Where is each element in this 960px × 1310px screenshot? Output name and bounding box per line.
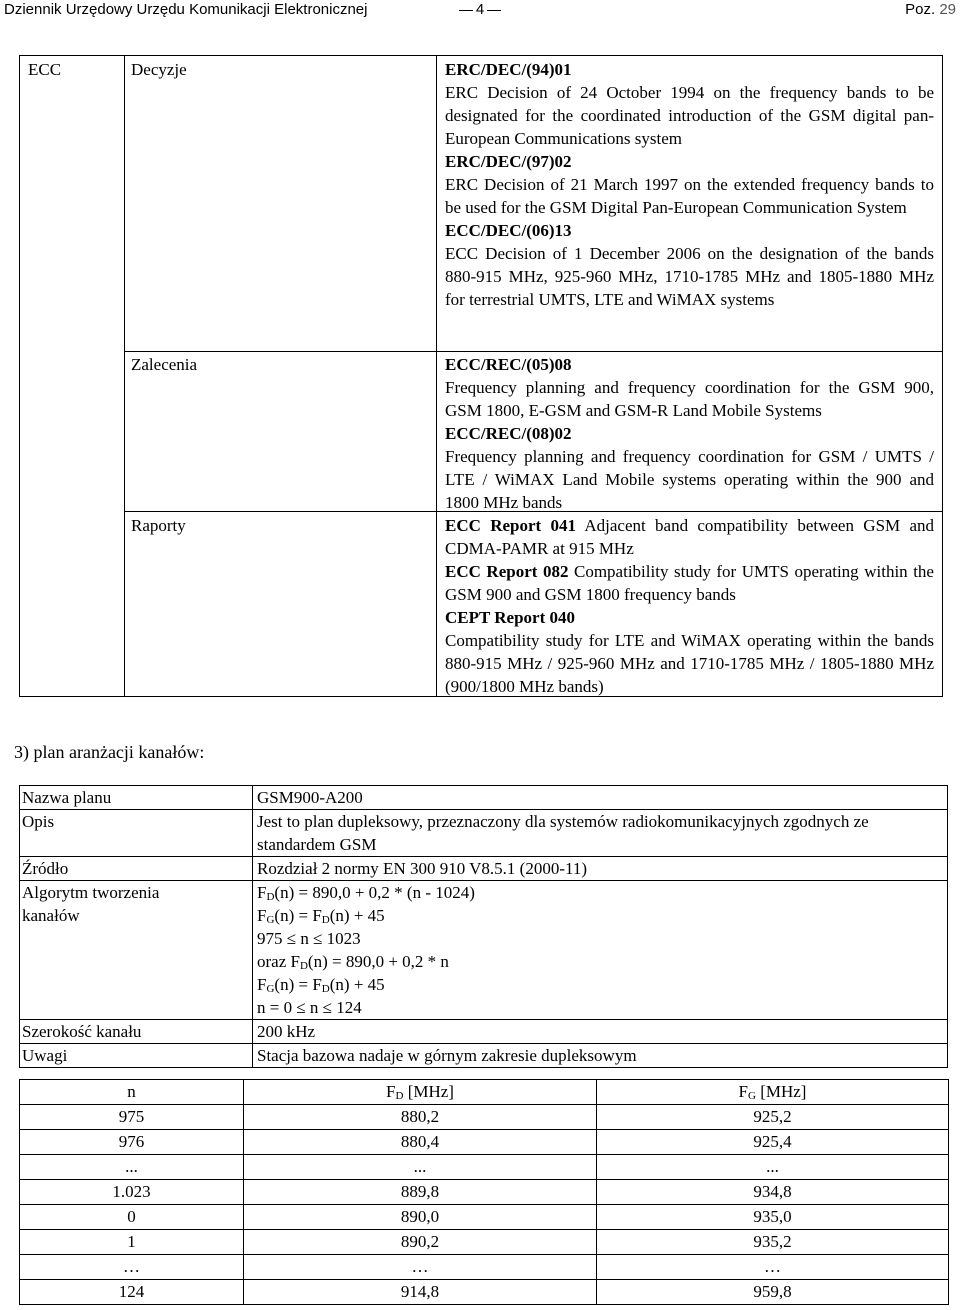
decision-code: ERC/DEC/(94)01 xyxy=(445,60,572,79)
formula-subscript: G xyxy=(266,983,275,995)
cell-fd: 890,2 xyxy=(244,1230,597,1255)
table-row xyxy=(20,1130,949,1155)
report-code: CEPT Report 040 xyxy=(445,608,576,627)
formula-line xyxy=(257,881,947,904)
page-number-value: 4 xyxy=(475,1,485,18)
formula-text: (n) = F xyxy=(274,906,322,925)
cell-fd: … xyxy=(244,1255,597,1280)
decision-text: ERC Decision of 21 March 1997 on the extended frequency bands to be used for the GSM Digital Pan-European Communication System xyxy=(445,175,934,217)
column-divider xyxy=(436,56,437,696)
header-subscript: G xyxy=(748,1090,756,1102)
header-unit: [MHz] xyxy=(755,1082,807,1101)
formula-symbol: F xyxy=(257,906,267,925)
cell-n: … xyxy=(20,1255,244,1280)
report-code: ECC Report 041 xyxy=(445,516,576,535)
recommendations-label: Zalecenia xyxy=(131,355,198,374)
plan-name-label: Nazwa planu xyxy=(20,786,253,810)
plan-source-value: Rozdział 2 normy EN 300 910 V8.5.1 (2000-11) xyxy=(253,857,948,881)
cell-n: 0 xyxy=(20,1205,244,1230)
recommendation-text: Frequency planning and frequency coordination for the GSM 900, GSM 1800, E-GSM and GSM-R Land Mobile Systems xyxy=(445,378,934,420)
plan-table xyxy=(19,785,948,1068)
cell-fg: … xyxy=(597,1255,949,1280)
formula-symbol: F xyxy=(257,975,267,994)
plan-source-label: Źródło xyxy=(20,857,253,881)
plan-width-label: Szerokość kanału xyxy=(20,1020,253,1044)
decision-text: ECC Decision of 1 December 2006 on the designation of the bands 880-915 MHz, 925-960 MHz, 1710-1785 MHz and 1805-1880 MHz for terrestrial UMTS, LTE and WiMAX systems xyxy=(445,244,934,309)
formula-subscript: D xyxy=(299,960,308,972)
report-text: Adjacent band compatibility between GSM and CDMA-PAMR at 915 MHz xyxy=(445,516,934,558)
table-row xyxy=(20,1155,949,1180)
formula-text: (n) = F xyxy=(274,975,322,994)
cell-n: 976 xyxy=(20,1130,244,1155)
cell-n: 1.023 xyxy=(20,1180,244,1205)
position-ref xyxy=(905,0,956,20)
formula-text: (n) = 890,0 + 0,2 * (n - 1024) xyxy=(274,883,475,902)
report-entry xyxy=(445,514,934,560)
journal-title: Dziennik Urzędowy Urzędu Komunikacji Elektronicznej xyxy=(4,1,368,18)
cell-fg: 935,2 xyxy=(597,1230,949,1255)
table-row xyxy=(20,881,948,1020)
formula-line xyxy=(257,950,947,973)
formula-line: n = 0 ≤ n ≤ 124 xyxy=(257,998,362,1017)
cell-fd: 889,8 xyxy=(244,1180,597,1205)
cell-n: ... xyxy=(20,1155,244,1180)
plan-desc-value: Jest to plan dupleksowy, przeznaczony dla systemów radiokomunikacyjnych zgodnych ze standardem GSM xyxy=(253,810,948,857)
report-text: Compatibility study for UMTS operating within the GSM 900 and GSM 1800 frequency bands xyxy=(445,562,934,604)
table-row xyxy=(20,786,948,810)
report-code: ECC Report 082 xyxy=(445,562,569,581)
formula-symbol: F xyxy=(257,883,267,902)
decisions-content xyxy=(445,58,934,311)
formula-line xyxy=(257,904,947,927)
decision-code: ERC/DEC/(97)02 xyxy=(445,152,572,171)
table-row xyxy=(20,1230,949,1255)
cell-fg: 925,4 xyxy=(597,1130,949,1155)
formula-line xyxy=(257,973,947,996)
formula-subscript: D xyxy=(321,983,330,995)
formula-line: 975 ≤ n ≤ 1023 xyxy=(257,929,361,948)
org-cell: ECC xyxy=(28,60,62,79)
cell-fd: ... xyxy=(244,1155,597,1180)
table-header-row xyxy=(20,1080,949,1105)
ecc-table xyxy=(19,55,943,697)
table-row xyxy=(20,1044,948,1068)
header-symbol: F xyxy=(386,1082,396,1101)
plan-algo-value xyxy=(253,881,948,1020)
page-header xyxy=(0,0,960,22)
cell-fd: 890,0 xyxy=(244,1205,597,1230)
plan-algo-label xyxy=(20,881,253,1020)
plan-width-value: 200 kHz xyxy=(253,1020,948,1044)
cell-fg: ... xyxy=(597,1155,949,1180)
dash-left xyxy=(459,10,473,11)
header-unit: [MHz] xyxy=(403,1082,454,1101)
header-symbol: F xyxy=(738,1082,748,1101)
decision-text: ERC Decision of 24 October 1994 on the frequency bands to be designated for the coordinated introduction of the GSM digital pan-European Communications system xyxy=(445,83,934,148)
cell-fg: 959,8 xyxy=(597,1280,949,1305)
dash-right xyxy=(487,10,501,11)
header-fd xyxy=(244,1080,597,1105)
formula-text: (n) = 890,0 + 0,2 * n xyxy=(307,952,449,971)
report-entry xyxy=(445,560,934,606)
cell-fg: 934,8 xyxy=(597,1180,949,1205)
plan-desc-label: Opis xyxy=(20,810,253,857)
table-row xyxy=(20,810,948,857)
row-divider xyxy=(124,351,942,352)
decision-code: ECC/DEC/(06)13 xyxy=(445,221,572,240)
plan-notes-label: Uwagi xyxy=(20,1044,253,1068)
reports-content xyxy=(445,514,934,698)
header-subscript: D xyxy=(395,1090,404,1102)
header-n: n xyxy=(20,1080,244,1105)
formula-subscript: G xyxy=(266,914,275,926)
cell-fd: 914,8 xyxy=(244,1280,597,1305)
plan-name-value: GSM900-A200 xyxy=(253,786,948,810)
cell-fd: 880,4 xyxy=(244,1130,597,1155)
cell-fg: 925,2 xyxy=(597,1105,949,1130)
plan-notes-value: Stacja bazowa nadaje w górnym zakresie dupleksowym xyxy=(253,1044,948,1068)
formula-subscript: D xyxy=(321,914,330,926)
formula-text: (n) + 45 xyxy=(329,906,385,925)
page-number xyxy=(0,0,960,20)
cell-fd: 880,2 xyxy=(244,1105,597,1130)
table-row xyxy=(20,1020,948,1044)
column-divider xyxy=(124,56,125,696)
cell-fg: 935,0 xyxy=(597,1205,949,1230)
table-row xyxy=(20,1105,949,1130)
table-row xyxy=(20,1205,949,1230)
recommendation-code: ECC/REC/(05)08 xyxy=(445,355,572,374)
cell-n: 975 xyxy=(20,1105,244,1130)
recommendation-text: Frequency planning and frequency coordination for GSM / UMTS / LTE / WiMAX Land Mobile systems operating within the 900 and 1800 MHz bands xyxy=(445,447,934,512)
header-fg xyxy=(597,1080,949,1105)
position-number: 29 xyxy=(939,1,956,18)
table-row xyxy=(20,857,948,881)
table-row xyxy=(20,1255,949,1280)
reports-label: Raporty xyxy=(131,516,186,535)
algo-label-line: Algorytm tworzenia xyxy=(22,883,160,902)
table-row xyxy=(20,1180,949,1205)
recommendations-content xyxy=(445,353,934,514)
decisions-label: Decyzje xyxy=(131,60,187,79)
formula-text: oraz F xyxy=(257,952,300,971)
formula-text: (n) + 45 xyxy=(329,975,385,994)
cell-n: 1 xyxy=(20,1230,244,1255)
formula-subscript: D xyxy=(266,891,275,903)
section-title: 3) plan aranżacji kanałów: xyxy=(14,742,205,762)
cell-n: 124 xyxy=(20,1280,244,1305)
channel-table xyxy=(19,1079,949,1305)
table-row xyxy=(20,1280,949,1305)
report-text: Compatibility study for LTE and WiMAX operating within the bands 880-915 MHz / 925-960 MHz and 1710-1785 MHz / 1805-1880 MHz (900/1800 MHz bands) xyxy=(445,631,934,696)
recommendation-code: ECC/REC/(08)02 xyxy=(445,424,572,443)
position-label: Poz. xyxy=(905,1,936,18)
algo-label-line: kanałów xyxy=(22,906,80,925)
